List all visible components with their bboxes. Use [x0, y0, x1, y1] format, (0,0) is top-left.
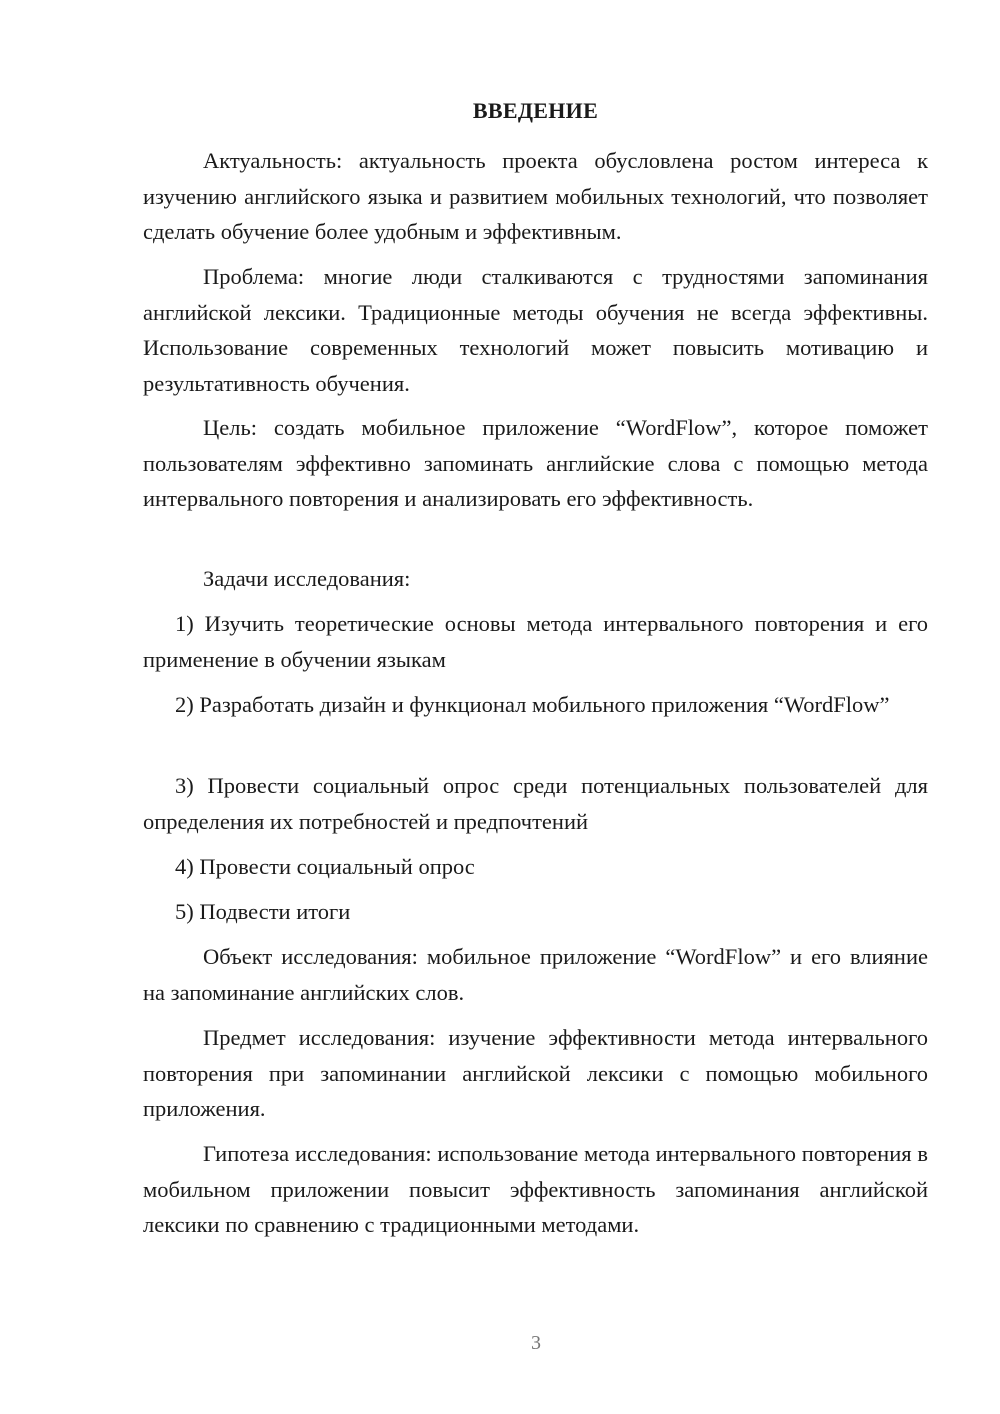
paragraph-goal: Цель: создать мобильное приложение “WordFlow”, которое поможет пользователям эффективно запоминать английские слова с помощью метода интервального повторения и анализировать его эффективность. [143, 415, 928, 511]
paragraph-object: Объект исследования: мобильное приложение “WordFlow” и его влияние на запоминание английских слов. [143, 944, 928, 1005]
paragraph-tasks-heading: Задачи исследования: [203, 566, 411, 591]
list-item-task-1: 1) Изучить теоретические основы метода интервального повторения и его применение в обучении языкам [143, 611, 928, 672]
paragraph-problem: Проблема: многие люди сталкиваются с трудностями запоминания английской лексики. Традиционные методы обучения не всегда эффективны. Использование современных технологий может повысить мотивацию и результативность обучения. [143, 264, 928, 396]
list-item-task-5: 5) Подвести итоги [175, 899, 351, 924]
list-item-task-4: 4) Провести социальный опрос [175, 854, 475, 879]
list-item-task-3: 3) Провести социальный опрос среди потенциальных пользователей для определения их потребностей и предпочтений [143, 773, 928, 834]
paragraph-relevance: Актуальность: актуальность проекта обусловлена ростом интереса к изучению английского языка и развитием мобильных технологий, что позволяет сделать обучение более удобным и эффективным. [143, 148, 928, 244]
list-item-task-2: 2) Разработать дизайн и функционал мобильного приложения “WordFlow” [175, 692, 890, 717]
paragraph-subject: Предмет исследования: изучение эффективности метода интервального повторения при запоминании английской лексики с помощью мобильного приложения. [143, 1025, 928, 1121]
paragraph-hypothesis: Гипотеза исследования: использование метода интервального повторения в мобильном приложении повысит эффективность запоминания английской лексики по сравнению с традиционными методами. [143, 1141, 928, 1237]
page-title: ВВЕДЕНИЕ [472, 98, 599, 123]
page-number: 3 [531, 1332, 541, 1354]
